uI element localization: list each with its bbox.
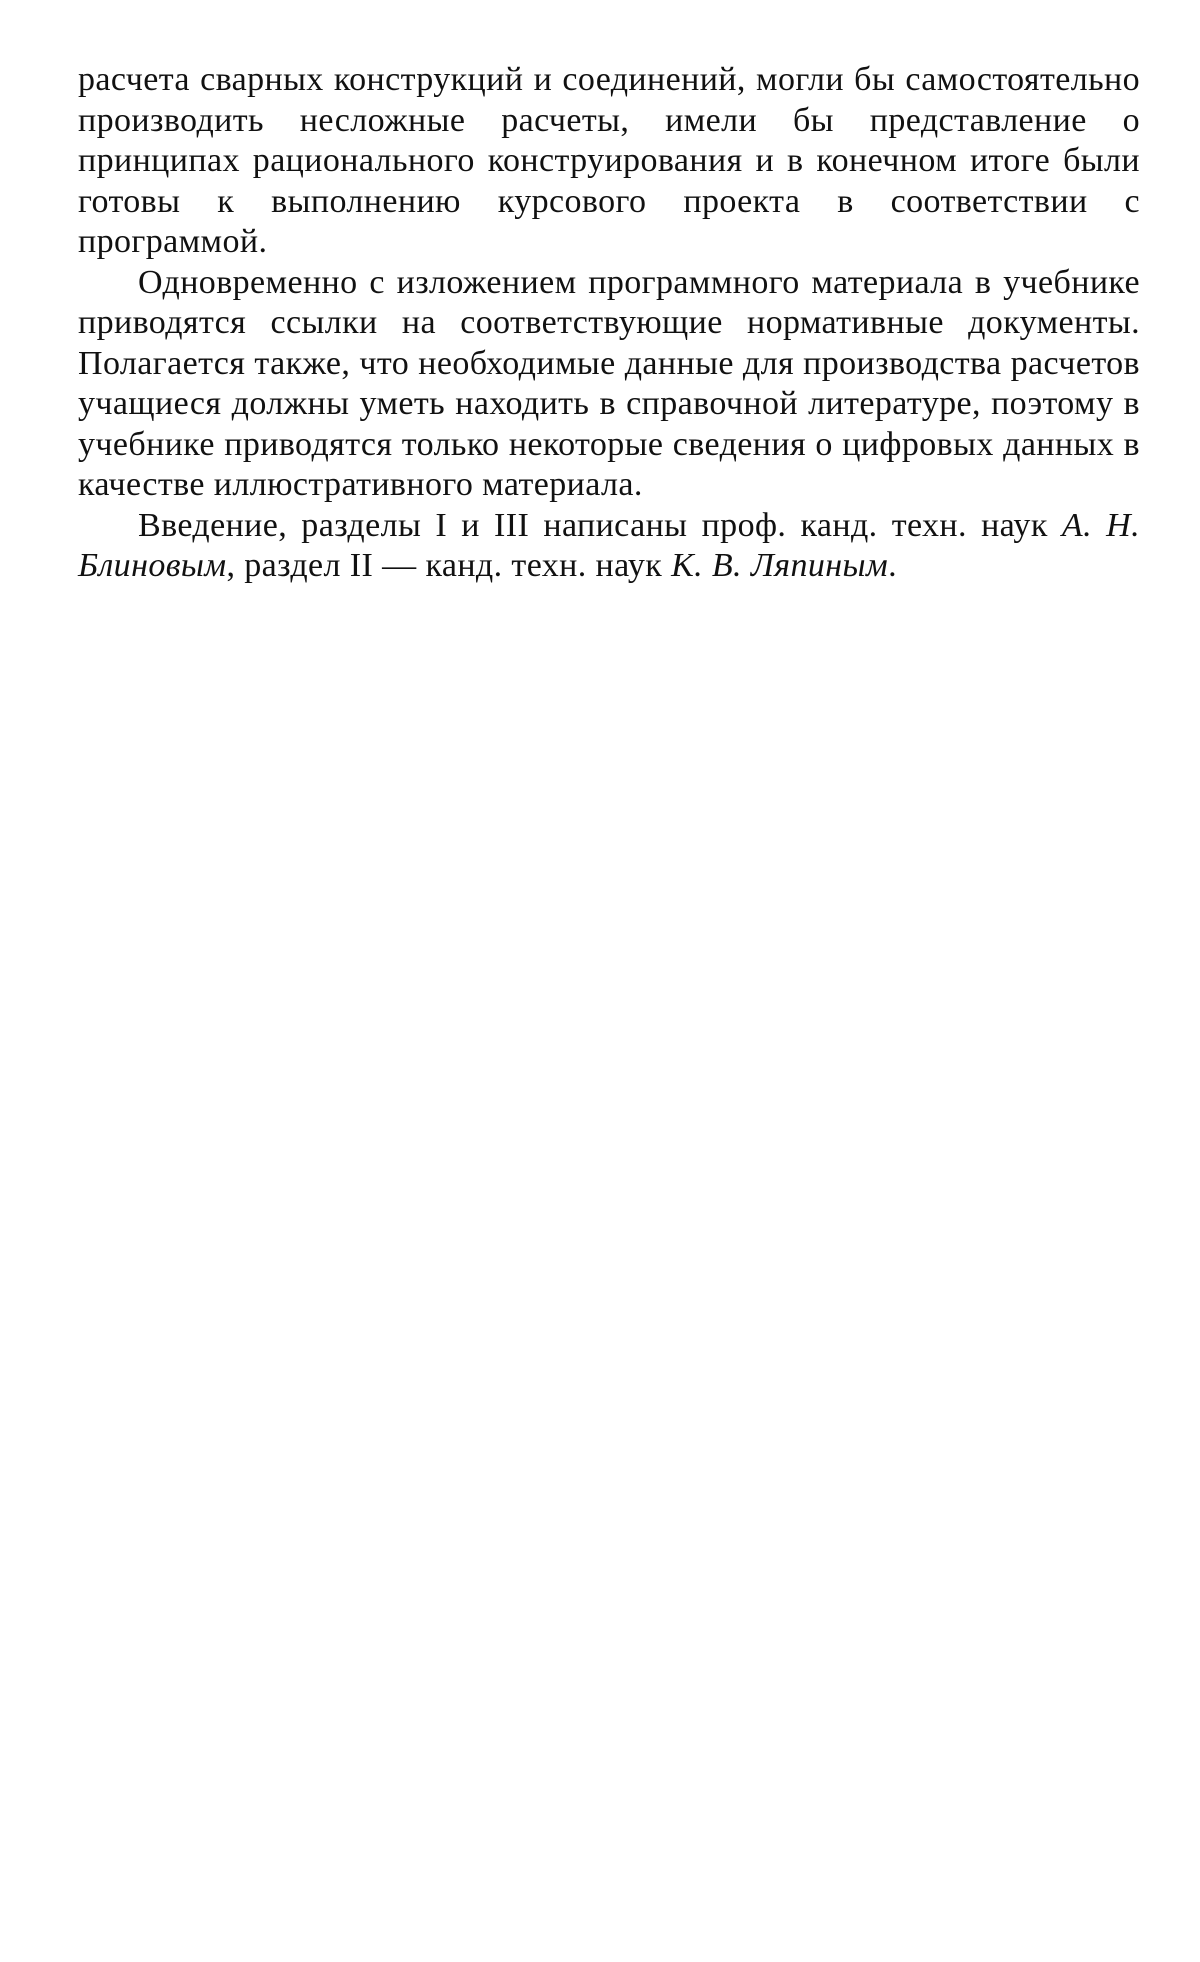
- author-lyapin: К. В. Ляпиным: [671, 547, 889, 584]
- paragraph-normative-documents: Одновременно с изложением программного материала в учебнике приводятся ссылки на соответствующие нормативные документы. Полагается также, что необходимые данные для производства расчетов учащиеся должны уметь находить в справочной литературе, поэтому в учебнике приводятся только некоторые сведения о цифровых данных в качестве иллюстративного материала.: [78, 263, 1140, 503]
- document-page: [78, 60, 1140, 587]
- paragraph-authors: [78, 506, 1140, 587]
- authors-text-part3: .: [888, 547, 897, 584]
- paragraph-continuation: расчета сварных конструкций и соединений, могли бы самостоятельно производить несложные расчеты, имели бы представление о принципах рационального конструирования и в конечном итоге были готовы к выполнению курсового проекта в соответствии с программой.: [78, 61, 1140, 260]
- author-blinov: А. Н. Блиновым: [78, 506, 1140, 584]
- authors-text-part1: Введение, разделы I и III написаны проф. канд. техн. наук: [138, 506, 1062, 544]
- authors-text-part2: , раздел II — канд. техн. наук: [226, 547, 672, 584]
